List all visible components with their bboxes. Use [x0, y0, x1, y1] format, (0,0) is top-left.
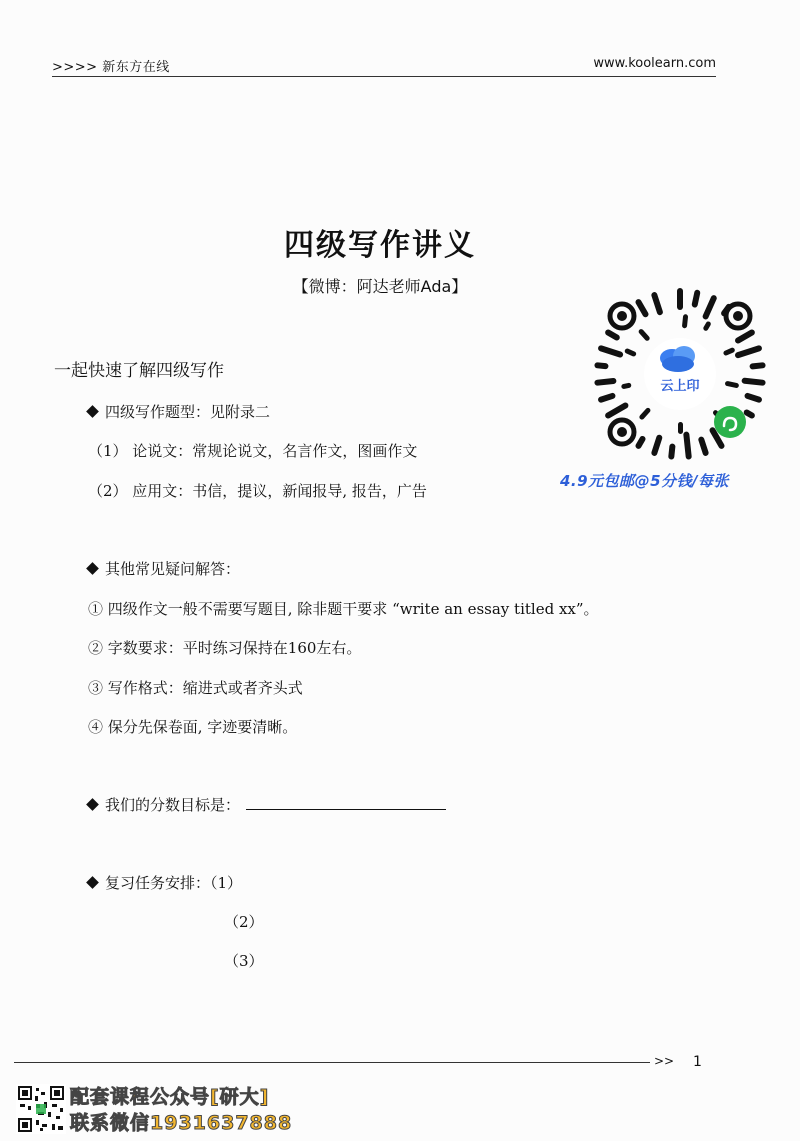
- page-title: 四级写作讲义: [284, 228, 476, 263]
- faq-item-1: ① 四级作文一般不需要写题目, 除非题干要求 “write an essay titled xx”。: [88, 600, 599, 618]
- footer-divider: [14, 1062, 650, 1063]
- faq-item-2: ② 字数要求：平时练习保持在160左右。: [88, 639, 362, 657]
- page-number: 1: [693, 1054, 702, 1070]
- faq-bullet: [88, 558, 240, 579]
- types-label: 四级写作题型：见附录二: [105, 403, 271, 421]
- header-brand: >>>> 新东方在线: [52, 60, 170, 75]
- faq-item-3: ③ 写作格式：缩进式或者齐头式: [88, 679, 303, 697]
- header-divider: [52, 76, 716, 77]
- plan-item-1: （1）: [210, 874, 243, 892]
- section-heading: 一起快速了解四级写作: [54, 361, 224, 381]
- page-header: [52, 56, 716, 76]
- footer-ad-line-2: 联系微信1931637888: [70, 1112, 293, 1134]
- diamond-bullet-icon: [86, 405, 99, 418]
- qr-center-label: 云上印: [660, 379, 700, 394]
- footer-arrows: >>: [654, 1054, 675, 1068]
- mini-program-qr-code[interactable]: [592, 286, 768, 462]
- diamond-bullet-icon: [86, 798, 99, 811]
- goal-label: 我们的分数目标是：: [105, 796, 241, 814]
- print-promo-text: 4.9元包邮@5分钱/每张: [560, 472, 729, 490]
- faq-item-4: ④ 保分先保卷面, 字迹要清晰。: [88, 718, 298, 736]
- footer-qr-code[interactable]: [16, 1084, 66, 1134]
- footer-ad-line-1: 配套课程公众号[研大]: [70, 1086, 270, 1108]
- goal-blank-line: [246, 795, 446, 810]
- plan-item-2: （2）: [224, 913, 264, 931]
- plan-label: 复习任务安排：: [105, 874, 211, 892]
- plan-item-3: （3）: [224, 952, 264, 970]
- goal-bullet: [88, 794, 446, 815]
- types-item-1: （1） 论说文：常规论说文，名言作文，图画作文: [88, 442, 418, 460]
- diamond-bullet-icon: [86, 562, 99, 575]
- faq-label: 其他常见疑问解答：: [105, 560, 241, 578]
- types-bullet: [88, 401, 270, 422]
- page-subtitle: 【微博：阿达老师Ada】: [292, 277, 468, 296]
- header-website: www.koolearn.com: [593, 56, 716, 71]
- diamond-bullet-icon: [86, 876, 99, 889]
- plan-bullet: [88, 872, 242, 893]
- types-item-2: （2） 应用文：书信，提议，新闻报导, 报告，广告: [88, 482, 427, 500]
